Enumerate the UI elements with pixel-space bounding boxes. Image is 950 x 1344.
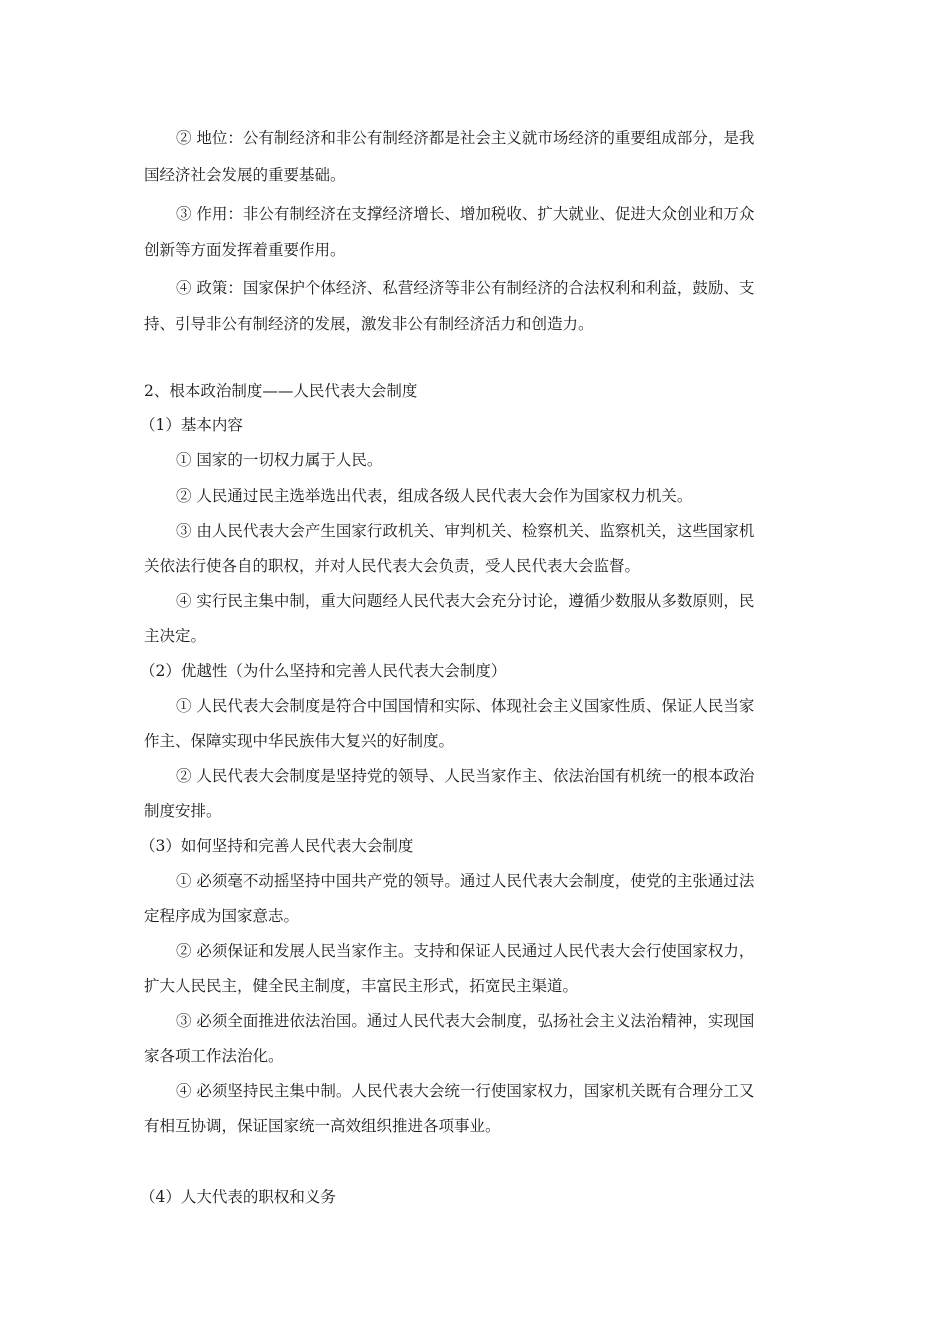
section-heading: 2、根本政治制度——人民代表大会制度 — [144, 382, 418, 400]
subsection-heading: （1）基本内容 — [140, 416, 243, 434]
paragraph-line: ④ 实行民主集中制，重大问题经人民代表大会充分讨论，遵循少数服从多数原则，民 — [176, 592, 755, 610]
subsection-heading: （2）优越性（为什么坚持和完善人民代表大会制度） — [140, 662, 507, 680]
paragraph-line: ④ 政策：国家保护个体经济、私营经济等非公有制经济的合法权利和利益，鼓励、支 — [176, 279, 755, 297]
paragraph-line: 制度安排。 — [144, 802, 222, 820]
paragraph-line: 创新等方面发挥着重要作用。 — [144, 241, 346, 259]
paragraph-line: 扩大人民民主，健全民主制度，丰富民主形式，拓宽民主渠道。 — [144, 977, 579, 995]
paragraph-line: 主决定。 — [144, 627, 207, 645]
subsection-heading: （3）如何坚持和完善人民代表大会制度 — [140, 837, 414, 855]
paragraph-line: 作主、保障实现中华民族伟大复兴的好制度。 — [144, 732, 455, 750]
paragraph-line: ② 人民代表大会制度是坚持党的领导、人民当家作主、依法治国有机统一的根本政治 — [176, 767, 755, 785]
paragraph-line: ③ 由人民代表大会产生国家行政机关、审判机关、检察机关、监察机关，这些国家机 — [176, 522, 755, 540]
paragraph-line: 家各项工作法治化。 — [144, 1047, 284, 1065]
paragraph-line: ① 人民代表大会制度是符合中国国情和实际、体现社会主义国家性质、保证人民当家 — [176, 697, 755, 715]
paragraph-line: 持、引导非公有制经济的发展，激发非公有制经济活力和创造力。 — [144, 315, 594, 333]
paragraph-line: ② 必须保证和发展人民当家作主。支持和保证人民通过人民代表大会行使国家权力， — [176, 942, 755, 960]
paragraph-line: ① 必须毫不动摇坚持中国共产党的领导。通过人民代表大会制度，使党的主张通过法 — [176, 872, 755, 890]
paragraph-line: ③ 作用：非公有制经济在支撑经济增长、增加税收、扩大就业、促进大众创业和万众 — [176, 205, 755, 223]
paragraph-line: 有相互协调，保证国家统一高效组织推进各项事业。 — [144, 1117, 501, 1135]
paragraph-line: ④ 必须坚持民主集中制。人民代表大会统一行使国家权力，国家机关既有合理分工又 — [176, 1082, 755, 1100]
paragraph-line: 国经济社会发展的重要基础。 — [144, 166, 346, 184]
paragraph-line: ② 地位：公有制经济和非公有制经济都是社会主义就市场经济的重要组成部分，是我 — [176, 129, 755, 147]
subsection-heading: （4）人大代表的职权和义务 — [140, 1188, 336, 1206]
paragraph-line: ② 人民通过民主选举选出代表，组成各级人民代表大会作为国家权力机关。 — [176, 487, 693, 505]
paragraph-line: 定程序成为国家意志。 — [144, 907, 300, 925]
paragraph-line: 关依法行使各自的职权，并对人民代表大会负责，受人民代表大会监督。 — [144, 557, 641, 575]
paragraph-line: ① 国家的一切权力属于人民。 — [176, 451, 383, 469]
paragraph-line: ③ 必须全面推进依法治国。通过人民代表大会制度，弘扬社会主义法治精神，实现国 — [176, 1012, 755, 1030]
